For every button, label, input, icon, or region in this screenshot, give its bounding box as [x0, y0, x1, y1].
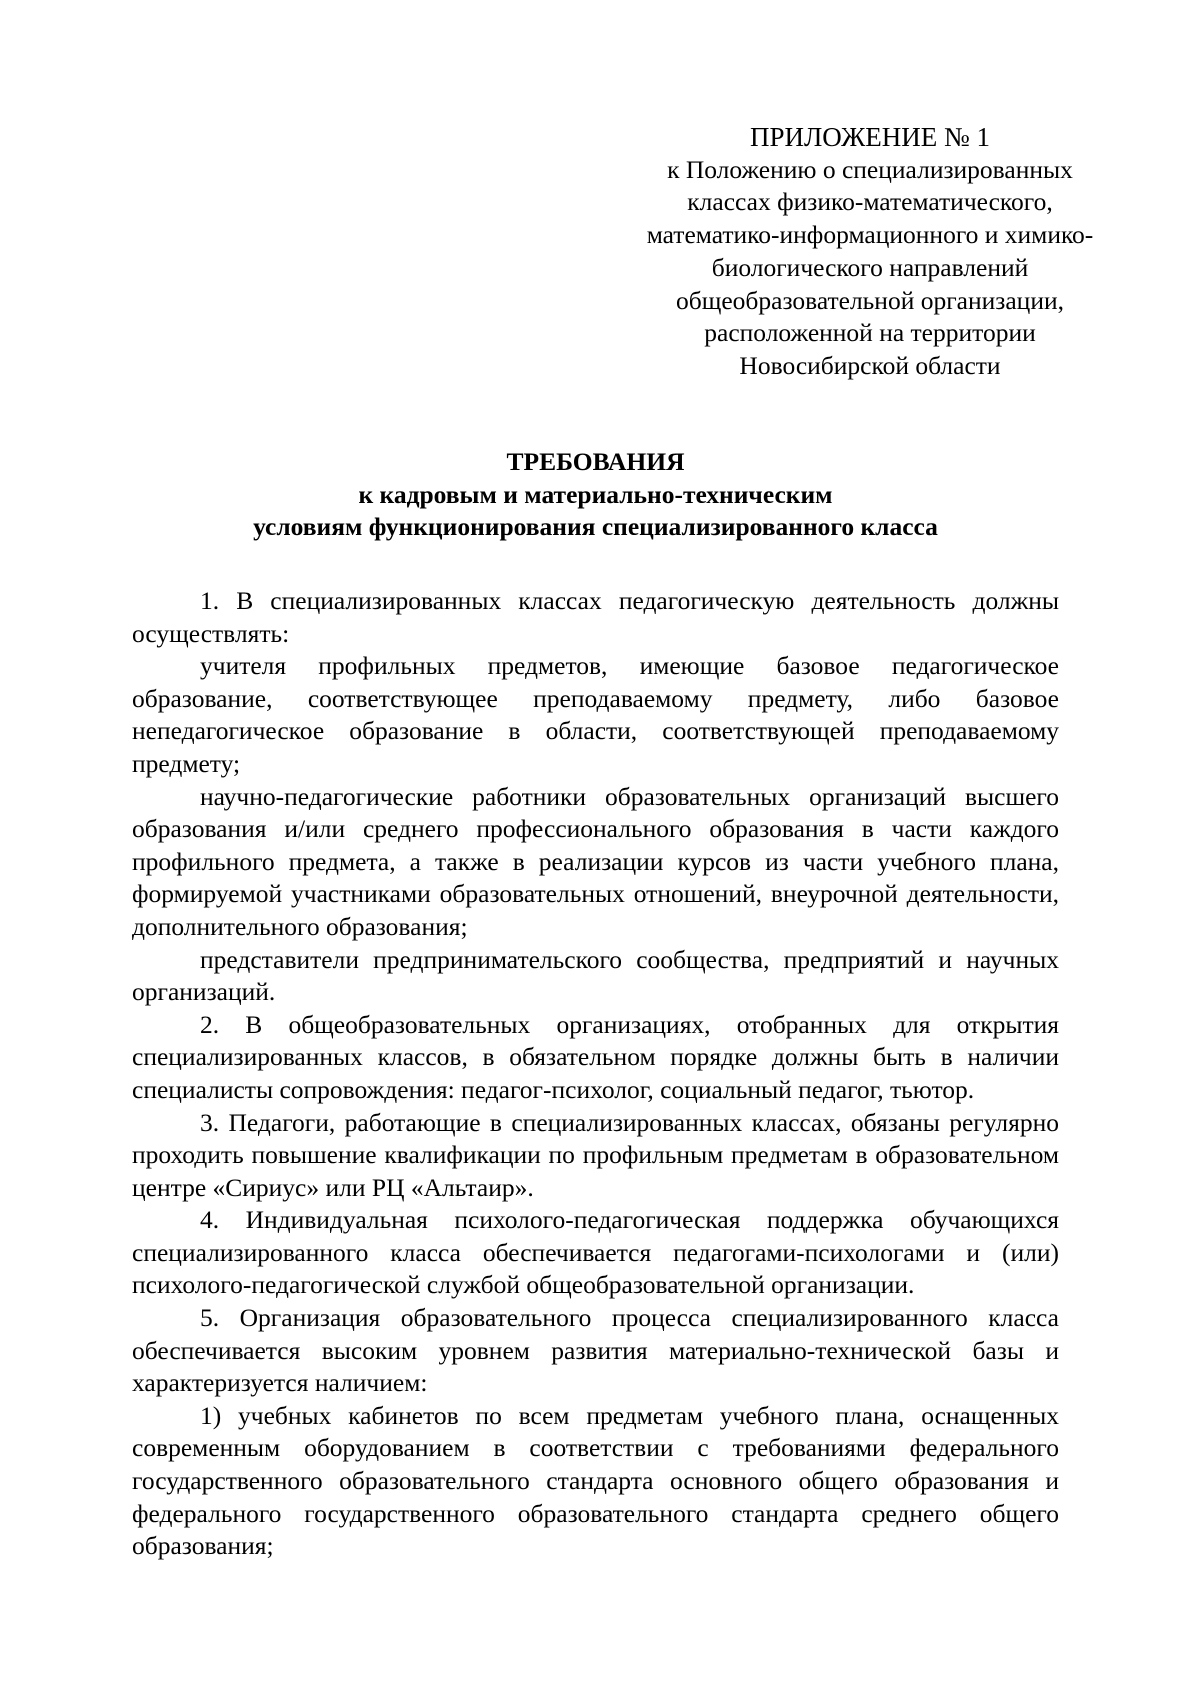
- appendix-line: биологического направлений: [711, 252, 1029, 282]
- appendix-line: к Положению о специализированных: [667, 154, 1073, 184]
- paragraph-1-researchers: научно-педагогические работники образовательных организаций высшего образования и/или среднего профессионального образования в части каждого профильного предмета, а также в реализации курсов из части учебного плана, формируемой участниками образовательных отношений, внеурочной деятельности, дополнительного образования;: [132, 781, 1059, 941]
- appendix-line: общеобразовательной организации,: [675, 285, 1065, 315]
- paragraph-5: 5. Организация образовательного процесса специализированного класса обеспечивается высоким уровнем развития материально-технической базы и характеризуется наличием:: [132, 1303, 1059, 1398]
- appendix-line: Новосибирской области: [739, 350, 1001, 380]
- paragraph-4: 4. Индивидуальная психолого-педагогическая поддержка обучающихся специализированного класса обеспечивается педагогами-психологами и (или) психолого-педагогической службой общеобразовательной организации.: [132, 1205, 1059, 1300]
- document-heading: [132, 446, 1059, 544]
- paragraph-1: 1. В специализированных классах педагогическую деятельность должны осуществлять:: [132, 586, 1059, 648]
- heading-title: ТРЕБОВАНИЯ: [506, 447, 685, 476]
- appendix-line: классах физико-математического,: [687, 187, 1053, 217]
- appendix-line: математико-информационного и химико-: [646, 220, 1094, 250]
- heading-subtitle-line-1: к кадровым и материально-техническим: [358, 479, 833, 509]
- heading-subtitle-line-2: условиям функционирования специализированного класса: [253, 512, 938, 541]
- paragraph-1-business: представители предпринимательского сообщества, предприятий и научных организаций.: [132, 944, 1059, 1007]
- appendix-block: [600, 121, 1140, 383]
- document-body: [132, 585, 1059, 1563]
- paragraph-2: 2. В общеобразовательных организациях, отобранных для открытия специализированных классов, в обязательном порядке должны быть в наличии специалисты сопровождения: педагог-психолог, социальный педагог, тьютор.: [132, 1009, 1059, 1104]
- appendix-title: ПРИЛОЖЕНИЕ № 1: [749, 122, 991, 152]
- paragraph-5-item-1: 1) учебных кабинетов по всем предметам учебного плана, оснащенных современным оборудованием в соответствии с требованиями федерального государственного образовательного стандарта основного общего образования и федерального государственного образовательного стандарта среднего общего образования;: [132, 1400, 1059, 1561]
- appendix-line: расположенной на территории: [704, 318, 1036, 348]
- paragraph-3: 3. Педагоги, работающие в специализированных классах, обязаны регулярно проходить повышение квалификации по профильным предметам в образовательном центре «Сириус» или РЦ «Альтаир».: [132, 1107, 1059, 1202]
- paragraph-1-teachers: учителя профильных предметов, имеющие базовое педагогическое образование, соответствующее преподаваемому предмету, либо базовое непедагогическое образование в области, соответствующей преподаваемому предмету;: [132, 651, 1059, 778]
